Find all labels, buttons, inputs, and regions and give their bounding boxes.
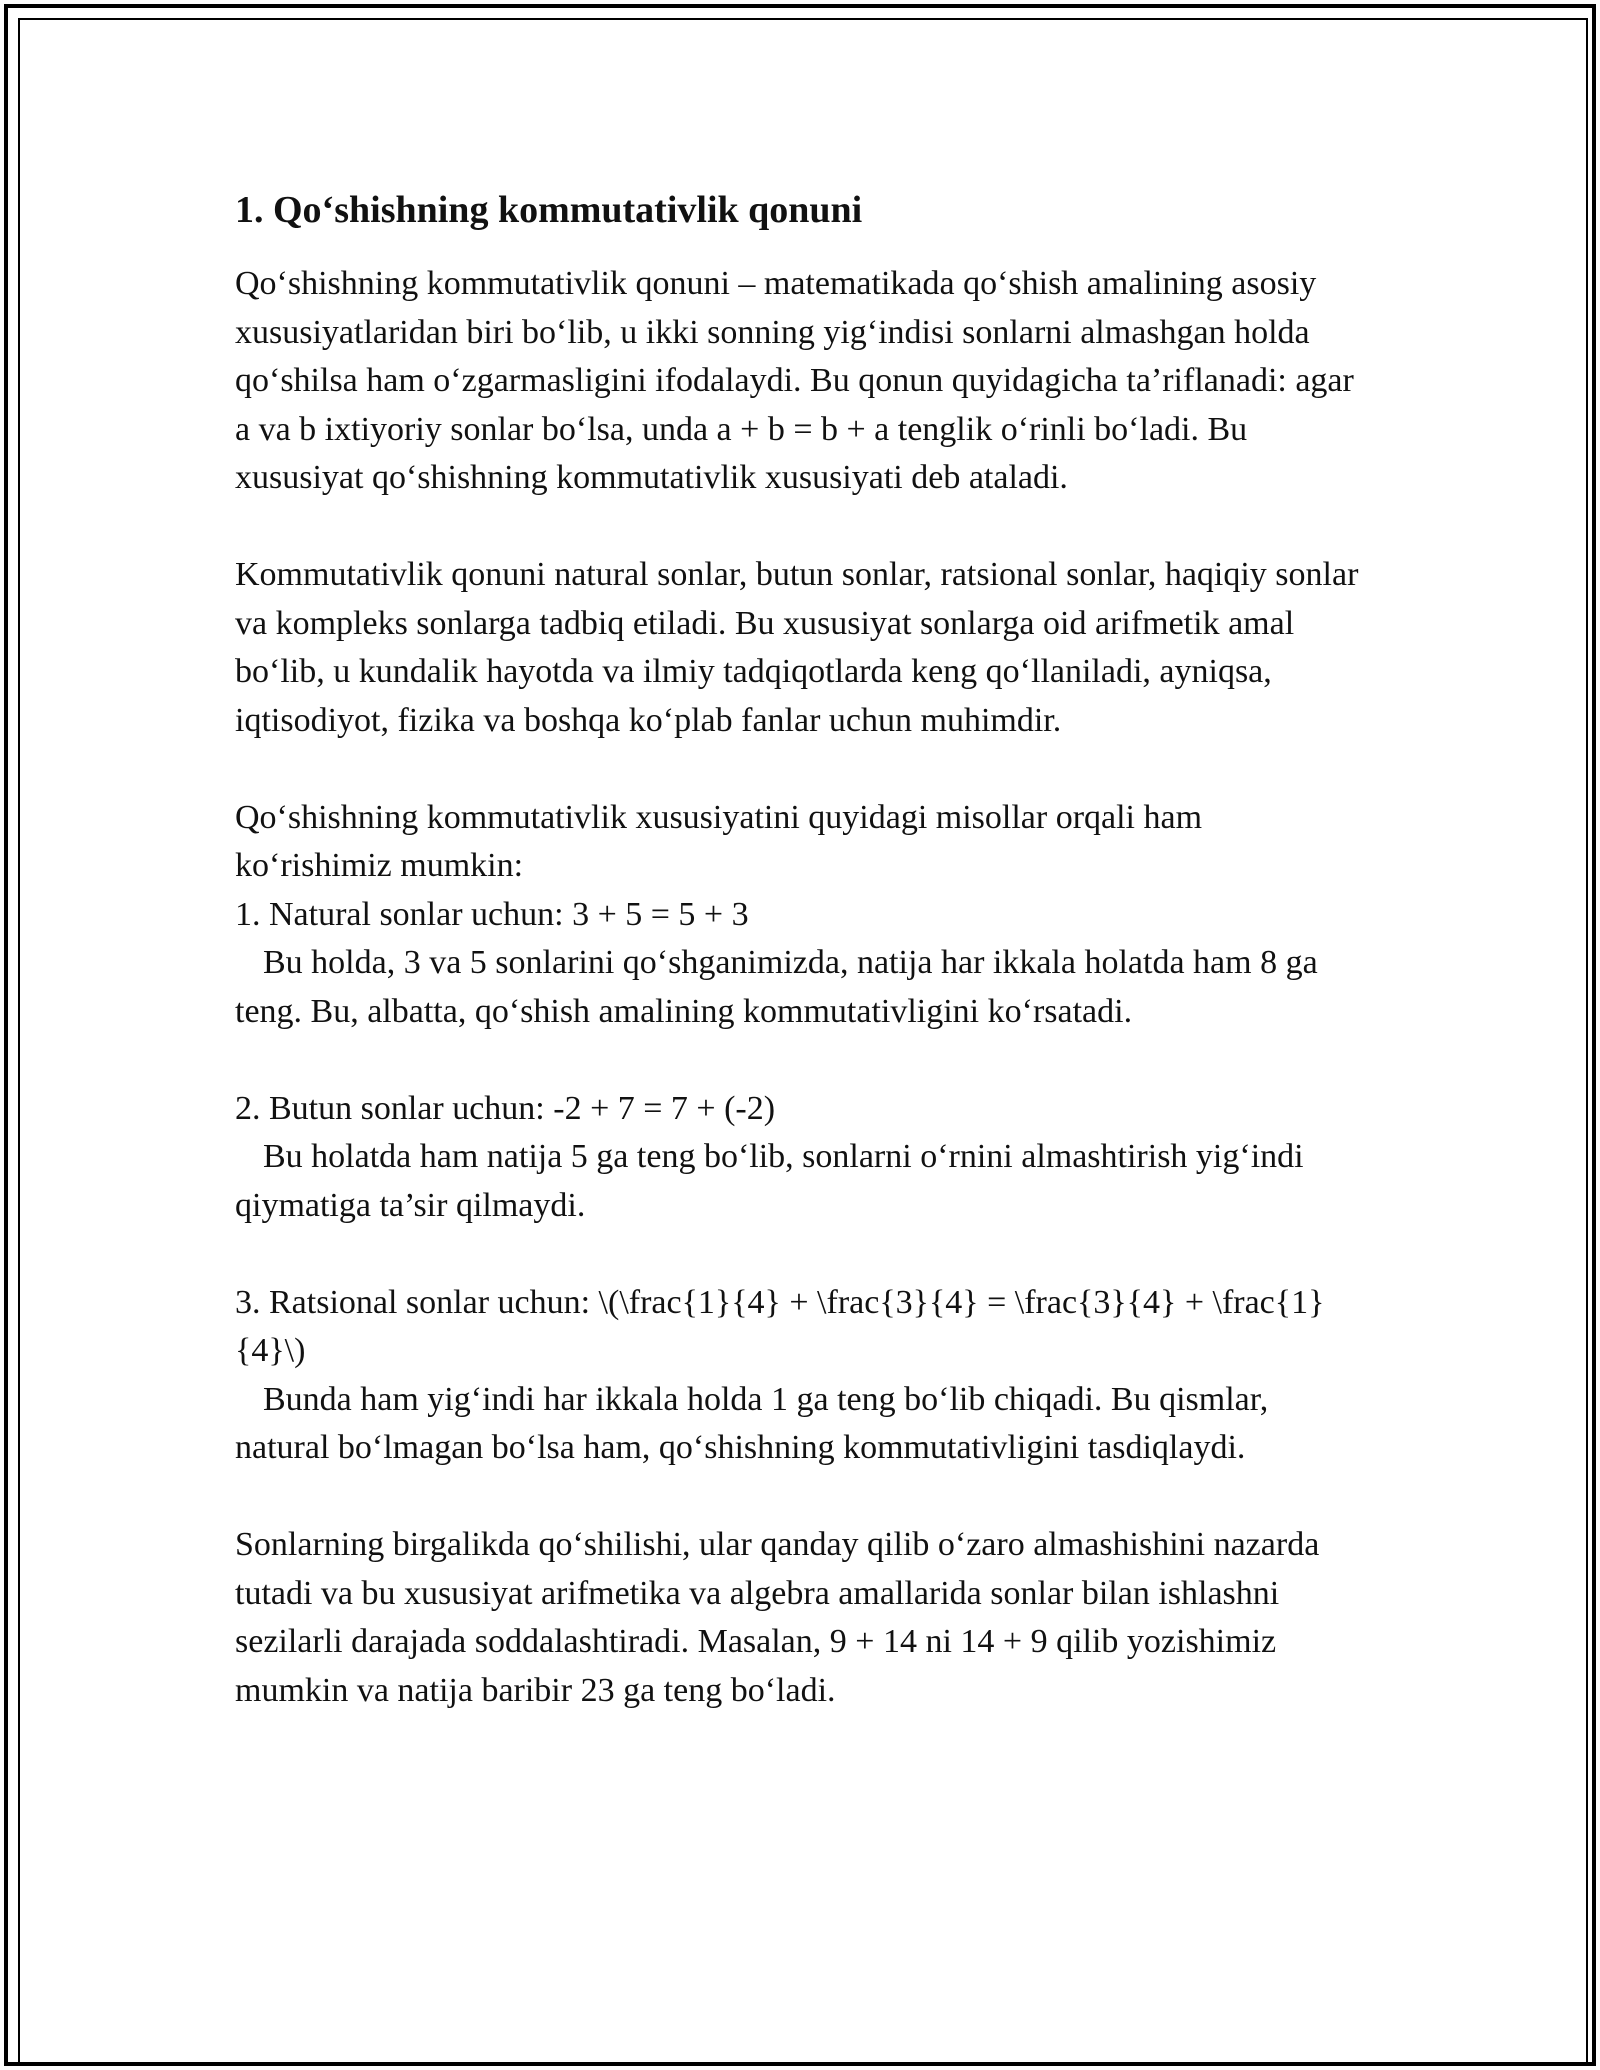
paragraph-conclusion: Sonlarning birgalikda qo‘shilishi, ular qanday qilib o‘zaro almashishini nazarda tutadi va bu xususiyat arifmetika va algebra amallarida sonlar bilan ishlashni sezilarli darajada soddalashtiradi. Masalan, 9 + 14 ni 14 + 9 qilib yozishimiz mumkin va natija baribir 23 ga teng bo‘ladi. <box>235 1526 1320 1709</box>
paragraph-gap <box>235 1230 1365 1279</box>
example-2-title: 2. Butun sonlar uchun: -2 + 7 = 7 + (-2) <box>235 1089 776 1127</box>
paragraph-gap <box>235 503 1365 552</box>
example-3-title: 3. Ratsional sonlar uchun: \(\frac{1}{4} + \frac{3}{4} = \frac{3}{4} + \frac{1}{4}\) <box>235 1283 1325 1369</box>
example-3-text: Bunda ham yig‘indi har ikkala holda 1 ga teng bo‘lib chiqadi. Bu qismlar, natural bo‘lmagan bo‘lsa ham, qo‘shishning kommutativligini tasdiqlaydi. <box>235 1380 1269 1466</box>
section-heading: 1. Qo‘shishning kommutativlik qonuni <box>235 189 863 231</box>
paragraph-definition: Qo‘shishning kommutativlik qonuni – matematikada qo‘shish amalining asosiy xususiyatlaridan biri bo‘lib, u ikki sonning yig‘indisi sonlarni almashgan holda qo‘shilsa ham o‘zgarmasligini ifodalaydi. Bu qonun quyidagicha ta’riflanadi: agar a va b ixtiyoriy sonlar bo‘lsa, unda a + b = b + a tenglik o‘rinli bo‘ladi. Bu xususiyat qo‘shishning kommutativlik xususiyati deb ataladi. <box>235 265 1354 496</box>
paragraph-gap <box>235 1036 1365 1085</box>
example-1-title: 1. Natural sonlar uchun: 3 + 5 = 5 + 3 <box>235 895 749 933</box>
paragraph-examples-intro: Qo‘shishning kommutativlik xususiyatini quyidagi misollar orqali ham ko‘rishimiz mumkin: <box>235 798 1203 884</box>
paragraph-gap <box>235 1473 1365 1522</box>
document-body <box>235 186 1365 1715</box>
example-2-text: Bu holatda ham natija 5 ga teng bo‘lib, sonlarni o‘rnini almashtirish yig‘indi qiymatiga ta’sir qilmaydi. <box>235 1138 1304 1224</box>
paragraph-application: Kommutativlik qonuni natural sonlar, butun sonlar, ratsional sonlar, haqiqiy sonlar va kompleks sonlarga tadbiq etiladi. Bu xususiyat sonlarga oid arifmetik amal bo‘lib, u kundalik hayotda va ilmiy tadqiqotlarda keng qo‘llaniladi, ayniqsa, iqtisodiyot, fizika va boshqa ko‘plab fanlar uchun muhimdir. <box>235 556 1359 739</box>
paragraph-gap <box>235 745 1365 794</box>
example-1-text: Bu holda, 3 va 5 sonlarini qo‘shganimizda, natija har ikkala holatda ham 8 ga teng. Bu, albatta, qo‘shish amalining kommutativligini ko‘rsatadi. <box>235 944 1318 1030</box>
